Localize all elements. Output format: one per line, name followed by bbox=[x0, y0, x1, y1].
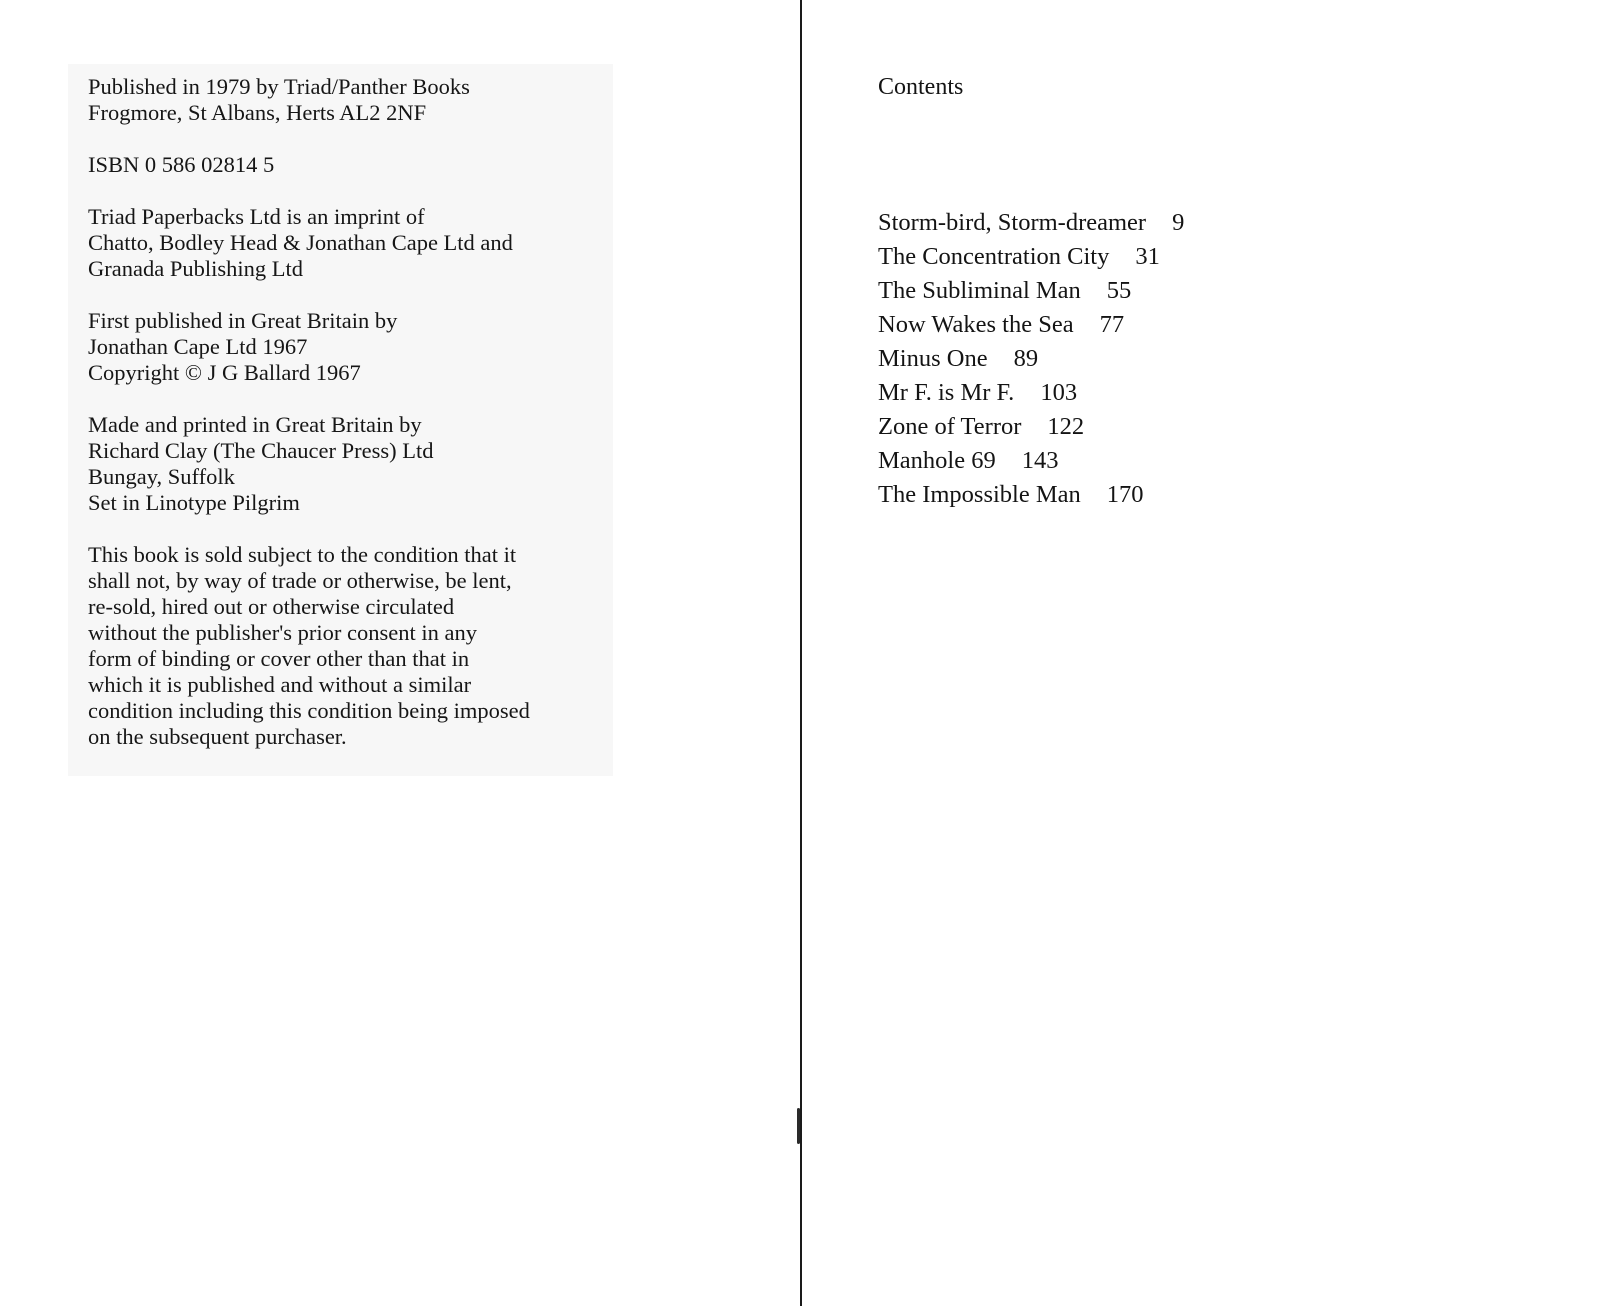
text-line: Set in Linotype Pilgrim bbox=[88, 490, 300, 515]
toc-entry-page: 31 bbox=[1135, 243, 1160, 270]
toc-entry-page: 103 bbox=[1040, 379, 1078, 406]
toc-entry bbox=[878, 206, 1184, 240]
toc-entry-title: Now Wakes the Sea bbox=[878, 311, 1074, 338]
text-line: condition including this condition being imposed bbox=[88, 698, 530, 723]
toc-entry bbox=[878, 478, 1184, 512]
toc-entry bbox=[878, 376, 1184, 410]
text-line: on the subsequent purchaser. bbox=[88, 724, 347, 749]
first-published-paragraph bbox=[88, 308, 628, 386]
toc-entry-page: 89 bbox=[1013, 345, 1039, 372]
gutter-notch bbox=[797, 1108, 800, 1144]
text-line: which it is published and without a similar bbox=[88, 672, 472, 697]
contents-page bbox=[803, 0, 1600, 1306]
imprint-paragraph bbox=[88, 204, 628, 282]
toc-entry bbox=[878, 342, 1184, 376]
text-line: ISBN 0 586 02814 5 bbox=[88, 152, 275, 177]
isbn-paragraph bbox=[88, 152, 628, 178]
toc-entry bbox=[878, 308, 1184, 342]
toc-entry-title: Mr F. is Mr F. bbox=[878, 379, 1015, 406]
text-line: First published in Great Britain by bbox=[88, 308, 398, 333]
toc-entry bbox=[878, 410, 1184, 444]
text-line: form of binding or cover other than that in bbox=[88, 646, 470, 671]
text-line: shall not, by way of trade or otherwise, be lent, bbox=[88, 568, 512, 593]
text-line: Chatto, Bodley Head & Jonathan Cape Ltd and bbox=[88, 230, 513, 255]
toc-entry bbox=[878, 240, 1184, 274]
text-line: re-sold, hired out or otherwise circulated bbox=[88, 594, 455, 619]
toc-entry bbox=[878, 274, 1184, 308]
text-line: Triad Paperbacks Ltd is an imprint of bbox=[88, 204, 425, 229]
toc-entry-title: The Impossible Man bbox=[878, 481, 1081, 508]
text-line: Richard Clay (The Chaucer Press) Ltd bbox=[88, 438, 434, 463]
toc-entry-title: Manhole 69 bbox=[878, 447, 996, 474]
toc-entry-title: The Concentration City bbox=[878, 243, 1110, 270]
publisher-paragraph bbox=[88, 74, 628, 126]
toc-entry-title: Minus One bbox=[878, 345, 988, 372]
toc-entry bbox=[878, 444, 1184, 478]
toc-entry-page: 143 bbox=[1021, 447, 1059, 474]
toc-entry-page: 77 bbox=[1099, 311, 1125, 338]
binding-gutter bbox=[800, 0, 802, 1306]
toc-entry-title: Zone of Terror bbox=[878, 413, 1022, 440]
copyright-page bbox=[0, 0, 798, 1306]
toc-entry-title: The Subliminal Man bbox=[878, 277, 1081, 304]
imprint-text bbox=[88, 74, 628, 776]
toc-entry-page: 55 bbox=[1106, 277, 1132, 304]
text-line: Published in 1979 by Triad/Panther Books bbox=[88, 74, 470, 99]
text-line: without the publisher's prior consent in any bbox=[88, 620, 477, 645]
toc-entry-page: 170 bbox=[1106, 481, 1144, 508]
text-line: Jonathan Cape Ltd 1967 bbox=[88, 334, 308, 359]
text-line: Made and printed in Great Britain by bbox=[88, 412, 422, 437]
text-line: Copyright © J G Ballard 1967 bbox=[88, 360, 361, 385]
contents-heading: Contents bbox=[878, 74, 964, 100]
text-line: Bungay, Suffolk bbox=[88, 464, 235, 489]
printer-paragraph bbox=[88, 412, 628, 516]
conditions-paragraph bbox=[88, 542, 628, 750]
text-line: Frogmore, St Albans, Herts AL2 2NF bbox=[88, 100, 427, 125]
table-of-contents bbox=[878, 206, 1184, 512]
text-line: This book is sold subject to the condition that it bbox=[88, 542, 517, 567]
toc-entry-title: Storm-bird, Storm-dreamer bbox=[878, 209, 1147, 236]
text-line: Granada Publishing Ltd bbox=[88, 256, 303, 281]
toc-entry-page: 9 bbox=[1172, 209, 1185, 236]
toc-entry-page: 122 bbox=[1047, 413, 1085, 440]
